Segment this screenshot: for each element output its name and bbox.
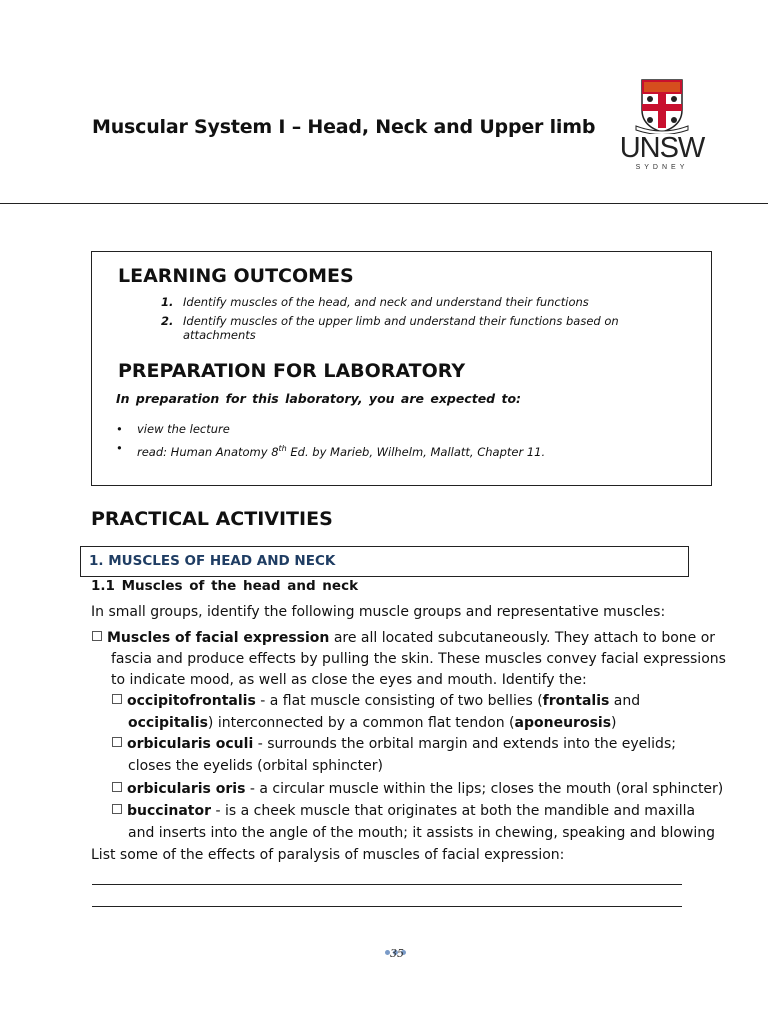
- muscle-item-occipitofrontalis: [112, 690, 640, 712]
- body-text: fascia and produce effects by pulling the skin. These muscles convey facial expressions: [111, 651, 726, 667]
- checkbox-icon[interactable]: [92, 631, 102, 641]
- list-item: [116, 439, 545, 462]
- crest-icon: [612, 76, 712, 134]
- preparation-text: Ed. by Marieb, Wilhelm, Mallatt, Chapter 11.: [286, 444, 546, 459]
- preparation-intro: In preparation for this laboratory, you are expected to:: [116, 391, 522, 406]
- term-bold: orbicularis oris: [127, 781, 246, 797]
- term-bold: Muscles of facial expression: [107, 630, 330, 646]
- body-text: closes the eyelids (orbital sphincter): [128, 758, 383, 774]
- answer-line[interactable]: [92, 906, 682, 907]
- term-bold: occipitalis: [128, 715, 208, 731]
- logo-subtext: SYDNEY: [635, 164, 689, 171]
- body-text: ): [611, 715, 617, 731]
- preparation-text: read: Human Anatomy 8: [137, 444, 279, 459]
- body-text: to indicate mood, as well as close the eyes and mouth. Identify the:: [111, 672, 587, 688]
- body-text: - surrounds the orbital margin and extends into the eyelids;: [253, 736, 676, 752]
- checkbox-icon[interactable]: [112, 694, 122, 704]
- preparation-heading: PREPARATION FOR LABORATORY: [118, 360, 466, 382]
- body-text: and inserts into the angle of the mouth; it assists in chewing, speaking and blowing: [128, 825, 716, 841]
- term-bold: occipitofrontalis: [127, 693, 256, 709]
- body-text: ) interconnected by a common flat tendon (: [207, 715, 515, 731]
- section-box-title: 1. MUSCLES OF HEAD AND NECK: [89, 553, 336, 569]
- unsw-logo: [612, 76, 712, 174]
- bullet-icon: •: [116, 422, 123, 436]
- outcome-text: Identify muscles of the head, and neck and understand their functions: [183, 295, 589, 309]
- body-text: - a flat muscle consisting of two bellies (: [255, 693, 543, 709]
- answer-line[interactable]: [92, 884, 682, 885]
- body-text: are all located subcutaneously. They attach to bone or: [329, 630, 716, 646]
- logo-wordmark: UNSW: [619, 132, 705, 164]
- term-bold: aponeurosis: [514, 715, 612, 731]
- list-item: [161, 295, 661, 309]
- list-number: 1.: [161, 295, 174, 309]
- checkbox-icon[interactable]: [112, 782, 122, 792]
- muscle-item-orbicularis-oculi: [112, 733, 676, 755]
- header-divider: [0, 203, 768, 204]
- section-box: [80, 546, 689, 577]
- muscle-item-orbicularis-oris: [112, 778, 723, 800]
- body-text: - a circular muscle within the lips; closes the mouth (oral sphincter): [245, 781, 724, 797]
- intro-text: In small groups, identify the following muscle groups and representative muscles:: [91, 604, 666, 620]
- body-text-line: [128, 712, 617, 734]
- practical-activities-heading: PRACTICAL ACTIVITIES: [91, 508, 333, 530]
- question-text: List some of the effects of paralysis of muscles of facial expression:: [91, 847, 565, 863]
- subsection-heading: 1.1 Muscles of the head and neck: [91, 578, 359, 594]
- checkbox-icon[interactable]: [112, 737, 122, 747]
- term-bold: frontalis: [542, 693, 610, 709]
- superscript: th: [278, 444, 287, 453]
- body-text: - is a cheek muscle that originates at both the mandible and maxilla: [211, 803, 696, 819]
- facial-expression-line: [92, 627, 715, 649]
- preparation-text: view the lecture: [137, 422, 230, 436]
- list-item: [161, 314, 661, 342]
- muscle-item-buccinator: [112, 800, 695, 822]
- checkbox-icon[interactable]: [112, 804, 122, 814]
- outcome-text: Identify muscles of the upper limb and understand their functions based on attachments: [183, 314, 619, 342]
- page-number: 35: [390, 947, 404, 960]
- list-number: 2.: [161, 314, 174, 328]
- learning-outcomes-heading: LEARNING OUTCOMES: [118, 265, 354, 287]
- learning-outcomes-list: [161, 295, 661, 347]
- term-bold: orbicularis oculi: [127, 736, 254, 752]
- term-bold: buccinator: [127, 803, 212, 819]
- preparation-list: [116, 420, 545, 462]
- document-title: Muscular System I – Head, Neck and Upper limb: [92, 116, 596, 138]
- bullet-icon: •: [116, 441, 123, 455]
- body-text: and: [609, 693, 641, 709]
- learning-outcomes-box: [91, 251, 712, 486]
- list-item: [116, 420, 545, 439]
